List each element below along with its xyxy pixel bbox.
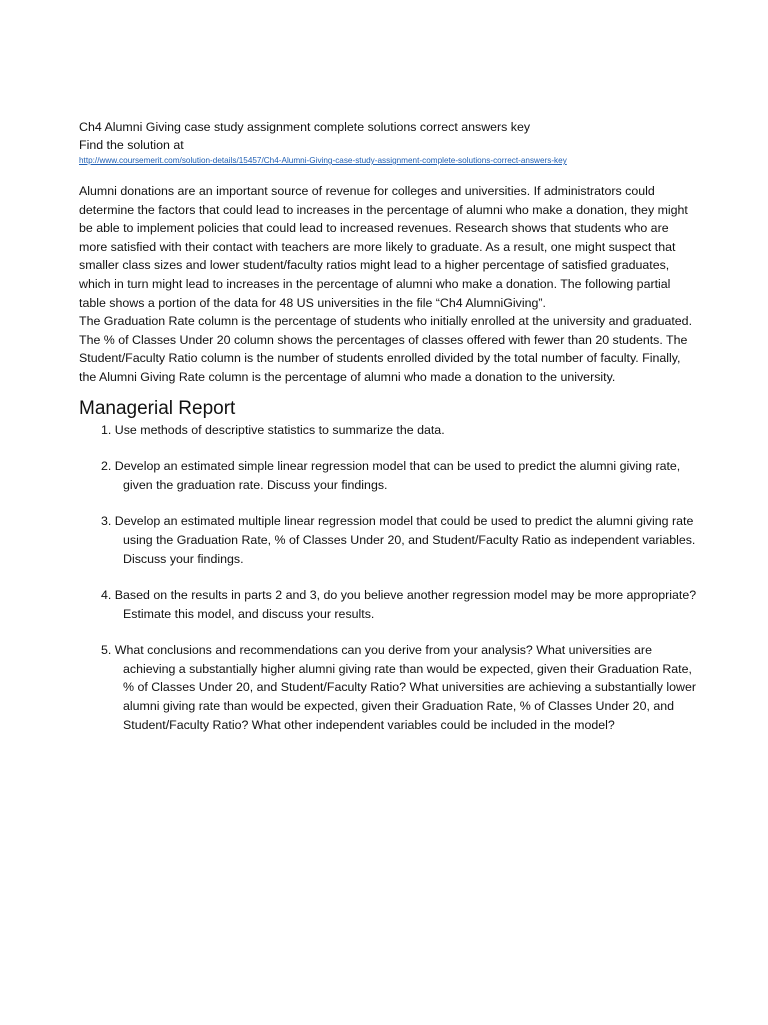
list-item: 3. Develop an estimated multiple linear regression model that could be used to predict the alumni giving rate using the Graduation Rate, % of Classes Under 20, and Student/Faculty Ratio as independent variables. Discuss your findings. [101,514,696,566]
list-item: 5. What conclusions and recommendations can you derive from your analysis? What universities are achieving a substantially higher alumni giving rate than would be expected, given their Graduation Rate, % of Classes Under 20, and Student/Faculty Ratio? What universities are achieving a substantially lower alumni giving rate than would be expected, given their Graduation Rate, % of Classes Under 20, and Student/Faculty Ratio? What other independent variables could be included in the model? [101,643,697,732]
report-list [79,421,699,735]
solution-link[interactable]: http://www.coursemerit.com/solution-details/15457/Ch4-Alumni-Giving-case-study-assignment-complete-solutions-correct-answers-key [79,156,567,165]
document-page [79,118,699,752]
list-item: 1. Use methods of descriptive statistics to summarize the data. [101,422,445,437]
intro-paragraph: Alumni donations are an important source of revenue for colleges and universities. If administrators could determine the factors that could lead to increases in the percentage of alumni who make a donation, they might be able to implement policies that could lead to increased revenues. Research shows that students who are more satisfied with their contact with teachers are more likely to graduate. As a result, one might suspect that smaller class sizes and lower student/faculty ratios might lead to a higher percentage of satisfied graduates, which in turn might lead to increases in the percentage of alumni who make a donation. The following partial table shows a portion of the data for 48 US universities in the file “Ch4 AlumniGiving”. [79,184,688,310]
list-item: 2. Develop an estimated simple linear regression model that can be used to predict the alumni giving rate, given the graduation rate. Discuss your findings. [101,459,681,492]
document-title: Ch4 Alumni Giving case study assignment complete solutions correct answers key [79,120,531,134]
section-heading: Managerial Report [79,397,236,419]
columns-paragraph: The Graduation Rate column is the percentage of students who initially enrolled at the university and graduated. The % of Classes Under 20 column shows the percentages of classes offered with fewer than 20 students. The Student/Faculty Ratio column is the number of students enrolled divided by the total number of faculty. Finally, the Alumni Giving Rate column is the percentage of alumni who made a donation to the university. [79,314,693,384]
list-item: 4. Based on the results in parts 2 and 3, do you believe another regression model may be more appropriate? Estimate this model, and discuss your results. [101,588,697,621]
find-solution-text: Find the solution at [79,138,184,152]
